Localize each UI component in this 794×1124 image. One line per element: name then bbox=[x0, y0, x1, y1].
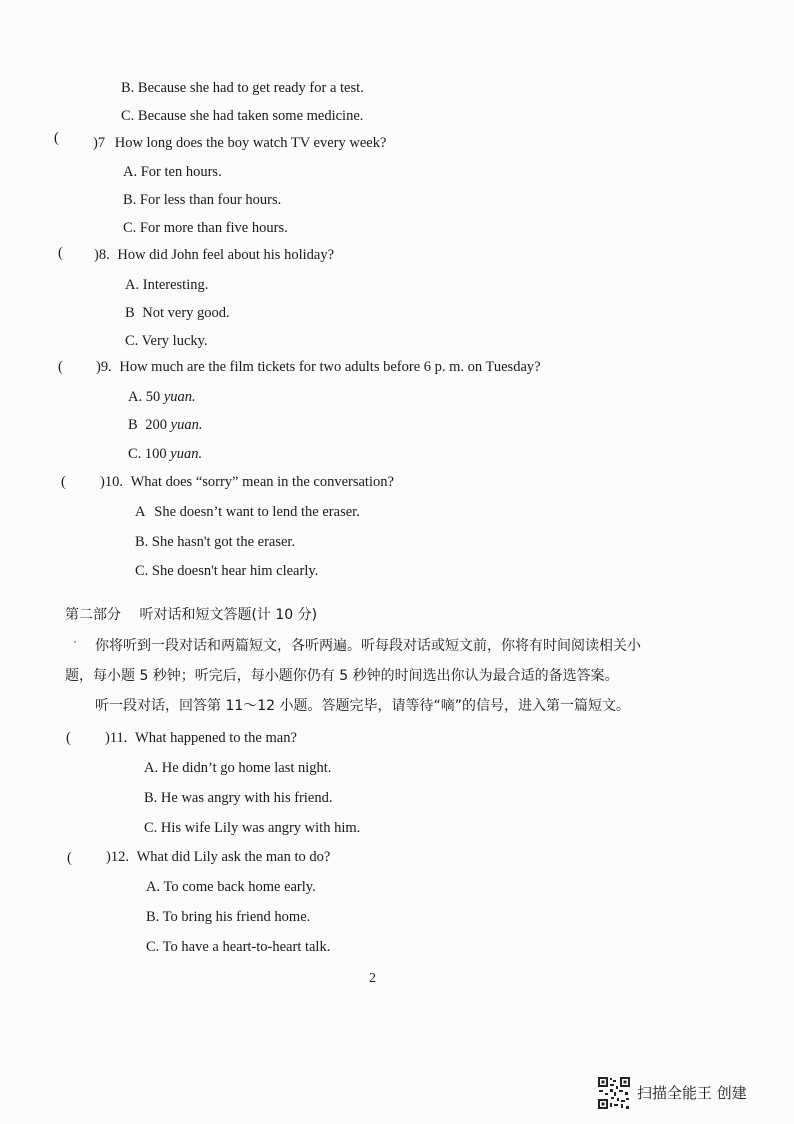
q9-option-c bbox=[128, 445, 202, 463]
option-text: Because she had taken some medicine. bbox=[137, 108, 364, 124]
question-number: )8. bbox=[94, 247, 110, 263]
answer-paren-open: ( bbox=[66, 730, 71, 746]
question-text: How did John feel about his holiday? bbox=[117, 247, 335, 263]
q11-option-c bbox=[144, 819, 360, 837]
option-text: His wife Lily was angry with him. bbox=[160, 820, 361, 836]
q11-option-a bbox=[144, 759, 331, 777]
q8-option-c bbox=[125, 332, 208, 350]
option-text: She hasn't got the eraser. bbox=[151, 534, 296, 550]
option-label: A bbox=[135, 504, 145, 520]
option-label: B bbox=[125, 305, 135, 321]
option-label: B. bbox=[144, 790, 158, 806]
q8-option-b bbox=[125, 304, 230, 322]
qr-code-icon bbox=[597, 1076, 631, 1110]
option-text: Because she had to get ready for a test. bbox=[137, 80, 364, 96]
part2-intro-line3: 听一段对话，回答第 11～12 小题。答题完毕，请等待“嘀”的信号，进入第一篇短文。 bbox=[95, 698, 631, 714]
option-unit: yuan. bbox=[170, 417, 203, 433]
part2-intro-line1: 你将听到一段对话和两篇短文，各听两遍。听每段对话或短文前，你将有时间阅读相关小 bbox=[95, 638, 641, 654]
q10-option-b bbox=[135, 533, 295, 551]
question-number: )9. bbox=[96, 359, 112, 375]
q12-option-c bbox=[146, 938, 330, 956]
option-label: A. bbox=[146, 879, 161, 895]
option-c-prev bbox=[121, 107, 363, 125]
option-text: To bring his friend home. bbox=[162, 909, 311, 925]
option-label: C. bbox=[121, 108, 135, 124]
question-number: )7 bbox=[93, 135, 106, 151]
option-text: To have a heart-to-heart talk. bbox=[162, 939, 331, 955]
question-7 bbox=[93, 134, 386, 152]
option-text: 50 bbox=[145, 389, 161, 405]
option-label: A. bbox=[125, 277, 140, 293]
question-number: )12. bbox=[106, 849, 129, 865]
answer-paren-open: ( bbox=[67, 850, 72, 866]
q11-option-b bbox=[144, 789, 332, 807]
option-b-prev bbox=[121, 79, 364, 97]
question-text: What did Lily ask the man to do? bbox=[136, 849, 331, 865]
option-text: To come back home early. bbox=[163, 879, 316, 895]
option-label: A. bbox=[128, 389, 143, 405]
q9-option-a bbox=[128, 388, 196, 406]
option-unit: yuan. bbox=[170, 446, 203, 462]
question-number: )10. bbox=[100, 474, 123, 490]
option-text: He didn’t go home last night. bbox=[161, 760, 332, 776]
answer-paren-open: ( bbox=[58, 245, 63, 261]
q7-option-c bbox=[123, 219, 288, 237]
q10-option-c bbox=[135, 562, 318, 580]
option-text: 100 bbox=[144, 446, 167, 462]
option-label: A. bbox=[144, 760, 159, 776]
question-10 bbox=[100, 473, 394, 491]
q12-option-b bbox=[146, 908, 310, 926]
question-number: )11. bbox=[105, 730, 128, 746]
option-label: C. bbox=[123, 220, 137, 236]
section-title bbox=[65, 606, 317, 624]
option-text: For less than four hours. bbox=[139, 192, 282, 208]
option-label: C. bbox=[135, 563, 149, 579]
option-label: B. bbox=[121, 80, 135, 96]
option-text: She doesn’t want to lend the eraser. bbox=[154, 504, 360, 520]
option-label: C. bbox=[128, 446, 142, 462]
option-label: C. bbox=[144, 820, 158, 836]
q7-option-a bbox=[123, 163, 222, 181]
option-label: C. bbox=[125, 333, 139, 349]
question-text: How much are the film tickets for two adults before 6 p. m. on Tuesday? bbox=[119, 359, 541, 375]
question-9 bbox=[96, 358, 541, 376]
option-text: Interesting. bbox=[142, 277, 209, 293]
q7-option-b bbox=[123, 191, 281, 209]
q9-option-b bbox=[128, 416, 202, 434]
question-12 bbox=[106, 848, 330, 866]
option-label: A. bbox=[123, 164, 138, 180]
section-part-label: 第二部分 bbox=[65, 607, 121, 623]
option-label: B. bbox=[146, 909, 160, 925]
part2-intro-line2: 题，每小题 5 秒钟；听完后，每小题你仍有 5 秒钟的时间选出你认为最合适的备选答案。 bbox=[65, 668, 619, 684]
page-number: 2 bbox=[369, 971, 376, 986]
scanner-watermark-text: 扫描全能王 创建 bbox=[637, 1084, 747, 1102]
option-text: For more than five hours. bbox=[139, 220, 288, 236]
q12-option-a bbox=[146, 878, 316, 896]
answer-paren-open: ( bbox=[54, 130, 59, 146]
q10-option-a bbox=[135, 503, 360, 521]
section-heading: 听对话和短文答题(计 10 分) bbox=[139, 607, 318, 623]
question-text: How long does the boy watch TV every week? bbox=[114, 135, 387, 151]
option-unit: yuan. bbox=[163, 389, 196, 405]
question-8 bbox=[94, 246, 334, 264]
option-label: C. bbox=[146, 939, 160, 955]
option-text: She doesn't hear him clearly. bbox=[151, 563, 319, 579]
q8-option-a bbox=[125, 276, 208, 294]
question-text: What happened to the man? bbox=[135, 730, 297, 746]
option-text: Not very good. bbox=[142, 305, 230, 321]
answer-paren-open: ( bbox=[58, 359, 63, 375]
option-label: B. bbox=[135, 534, 149, 550]
option-label: B. bbox=[123, 192, 137, 208]
option-text: For ten hours. bbox=[140, 164, 222, 180]
option-text: 200 bbox=[145, 417, 168, 433]
question-11 bbox=[105, 729, 297, 747]
question-text: What does “sorry” mean in the conversation? bbox=[130, 474, 394, 490]
scan-speck bbox=[74, 641, 76, 643]
answer-paren-open: ( bbox=[61, 474, 66, 490]
option-text: He was angry with his friend. bbox=[160, 790, 333, 806]
option-text: Very lucky. bbox=[141, 333, 208, 349]
option-label: B bbox=[128, 417, 138, 433]
